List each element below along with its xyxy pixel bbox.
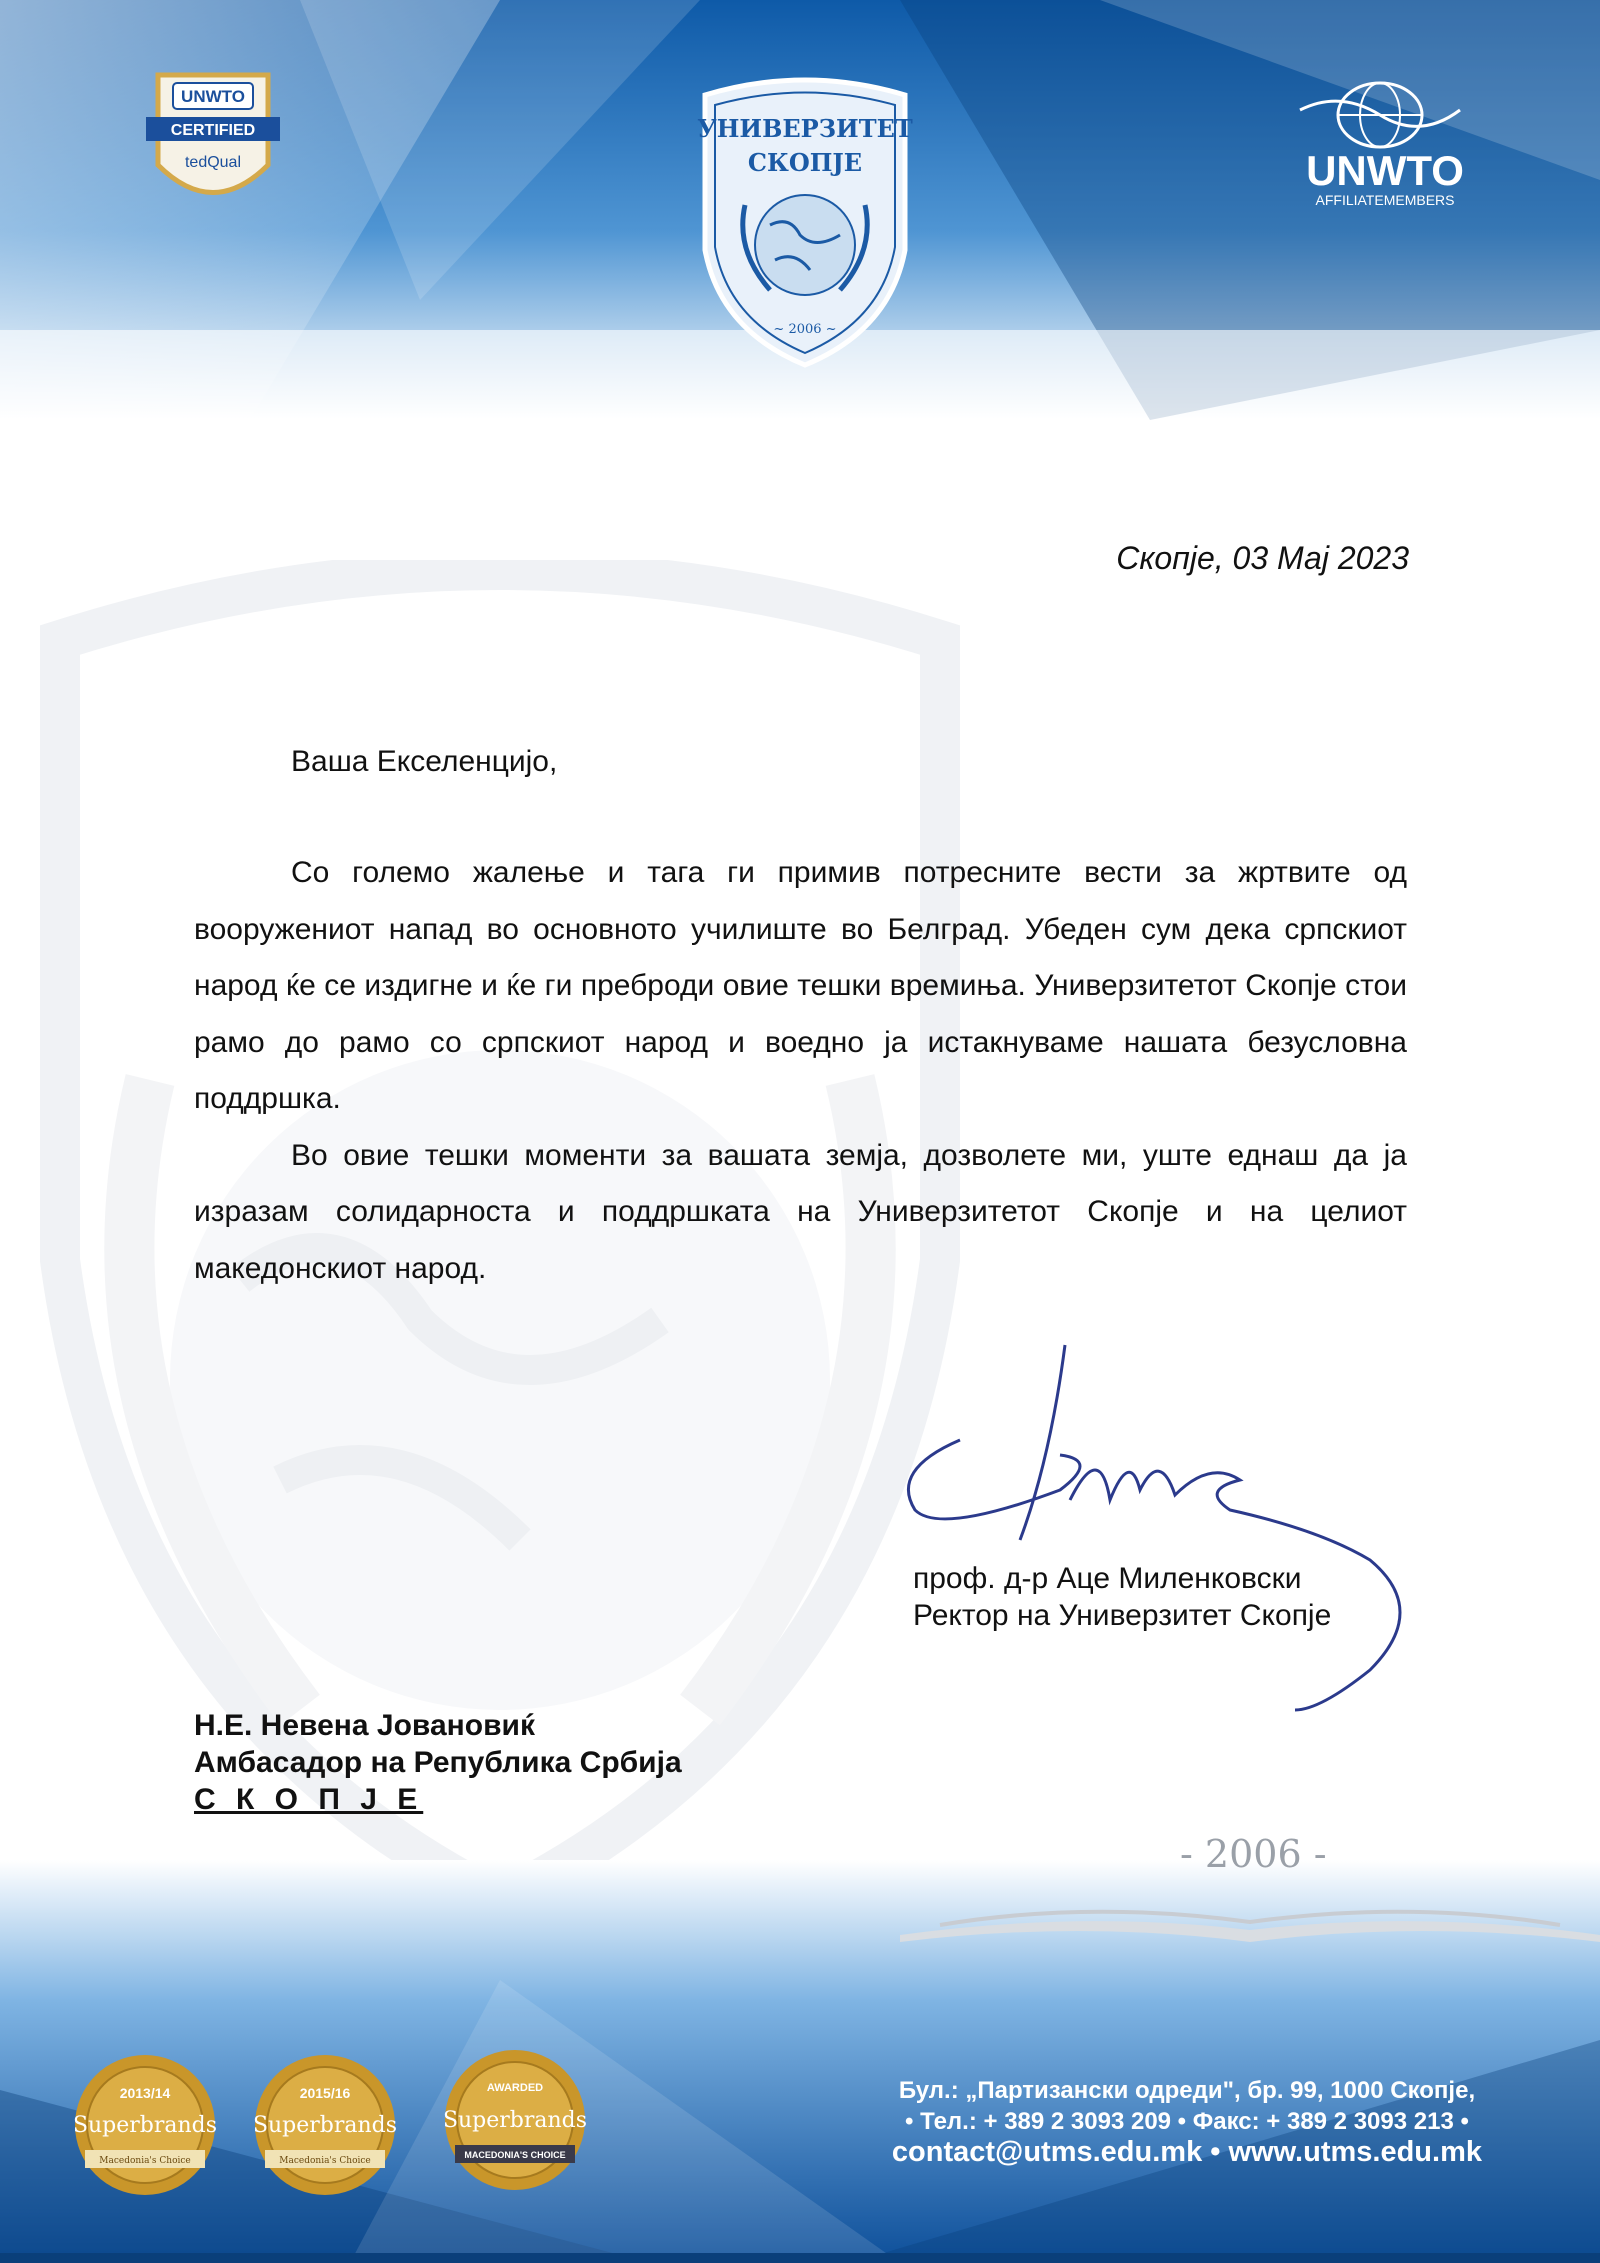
university-crest	[690, 75, 920, 375]
recipient-block	[194, 1707, 682, 1818]
badge-2-top: 2015/16	[299, 2085, 351, 2101]
badge-2-brand: Superbrands	[252, 2113, 398, 2138]
crest-year: ~ 2006 ~	[773, 322, 837, 337]
superbrands-badge-1	[70, 2050, 220, 2200]
handwritten-signature	[900, 1340, 1500, 1720]
badge-3-brand: Superbrands	[442, 2108, 588, 2133]
recipient-name: Н.Е. Невена Јовановиќ	[194, 1709, 535, 1742]
badge-1-bottom: Macedonia's Choice	[99, 2156, 191, 2166]
unwto-certified-logo	[138, 55, 288, 225]
badge-2-bottom: Macedonia's Choice	[279, 2156, 371, 2166]
crest-line2: СКОПЈЕ	[747, 148, 863, 177]
footer-contact	[892, 2075, 1482, 2168]
signer-title: Ректор на Универзитет Скопје	[913, 1599, 1332, 1632]
footer-address: Бул.: „Партизански одреди", бр. 99, 1000 Скопје,	[898, 2077, 1476, 2104]
footer-year-mark: - 2006 -	[1180, 1832, 1327, 1876]
letter-body	[194, 845, 1407, 1297]
body-paragraph-1: Со големо жалење и тага ги примив потресните вести за жртвите од вооружениот напад во основното училиште во Белград. Убеден сум дека српскиот народ ќе се издигне и ќе ги преброди овие тешки времиња. Универзитетот Скопје стои рамо до рамо со српскиот народ и воедно ја истакнуваме нашата безусловна поддршка.	[194, 856, 1407, 1115]
recipient-city: С К О П Ј Е	[194, 1783, 424, 1816]
badge-3-bottom: MACEDONIA'S CHOICE	[464, 2150, 566, 2160]
footer-phone-fax: • Тел.: + 389 2 3093 209 • Факс: + 389 2 3093 213 •	[905, 2108, 1469, 2135]
badge-1-top: 2013/14	[119, 2085, 171, 2101]
left-logo-line1: UNWTO	[181, 87, 245, 106]
open-book-graphic	[900, 1880, 1600, 1950]
letter-greeting: Ваша Екселенцијо,	[291, 745, 558, 778]
left-logo-line2: CERTIFIED	[170, 122, 256, 139]
right-logo-line1: UNWTO	[1306, 147, 1464, 194]
signer-name: проф. д-р Аце Миленковски	[913, 1562, 1302, 1595]
right-logo-line2: AFFILIATEMEMBERS	[1315, 192, 1455, 208]
recipient-title: Амбасадор на Република Србија	[194, 1746, 682, 1779]
superbrands-badge-3	[440, 2045, 590, 2195]
left-logo-line3: tedQual	[184, 154, 242, 171]
badge-3-top: AWARDED	[486, 2082, 544, 2094]
footer-web[interactable]: contact@utms.edu.mk • www.utms.edu.mk	[891, 2136, 1482, 2168]
superbrands-badge-2	[250, 2050, 400, 2200]
unwto-affiliate-logo	[1290, 70, 1470, 220]
body-paragraph-2: Во овие тешки моменти за вашата земја, дозволете ми, уште еднаш да ја изразам солидарноста и поддршката на Универзитетот Скопје и на целиот македонскиот народ.	[194, 1138, 1407, 1285]
letter-date: Скопје, 03 Мај 2023	[1116, 540, 1409, 576]
signer-block	[913, 1560, 1331, 1634]
crest-line1: УНИВЕРЗИТЕТ	[697, 114, 913, 143]
badge-1-brand: Superbrands	[72, 2113, 218, 2138]
letterhead-header	[0, 0, 1600, 420]
